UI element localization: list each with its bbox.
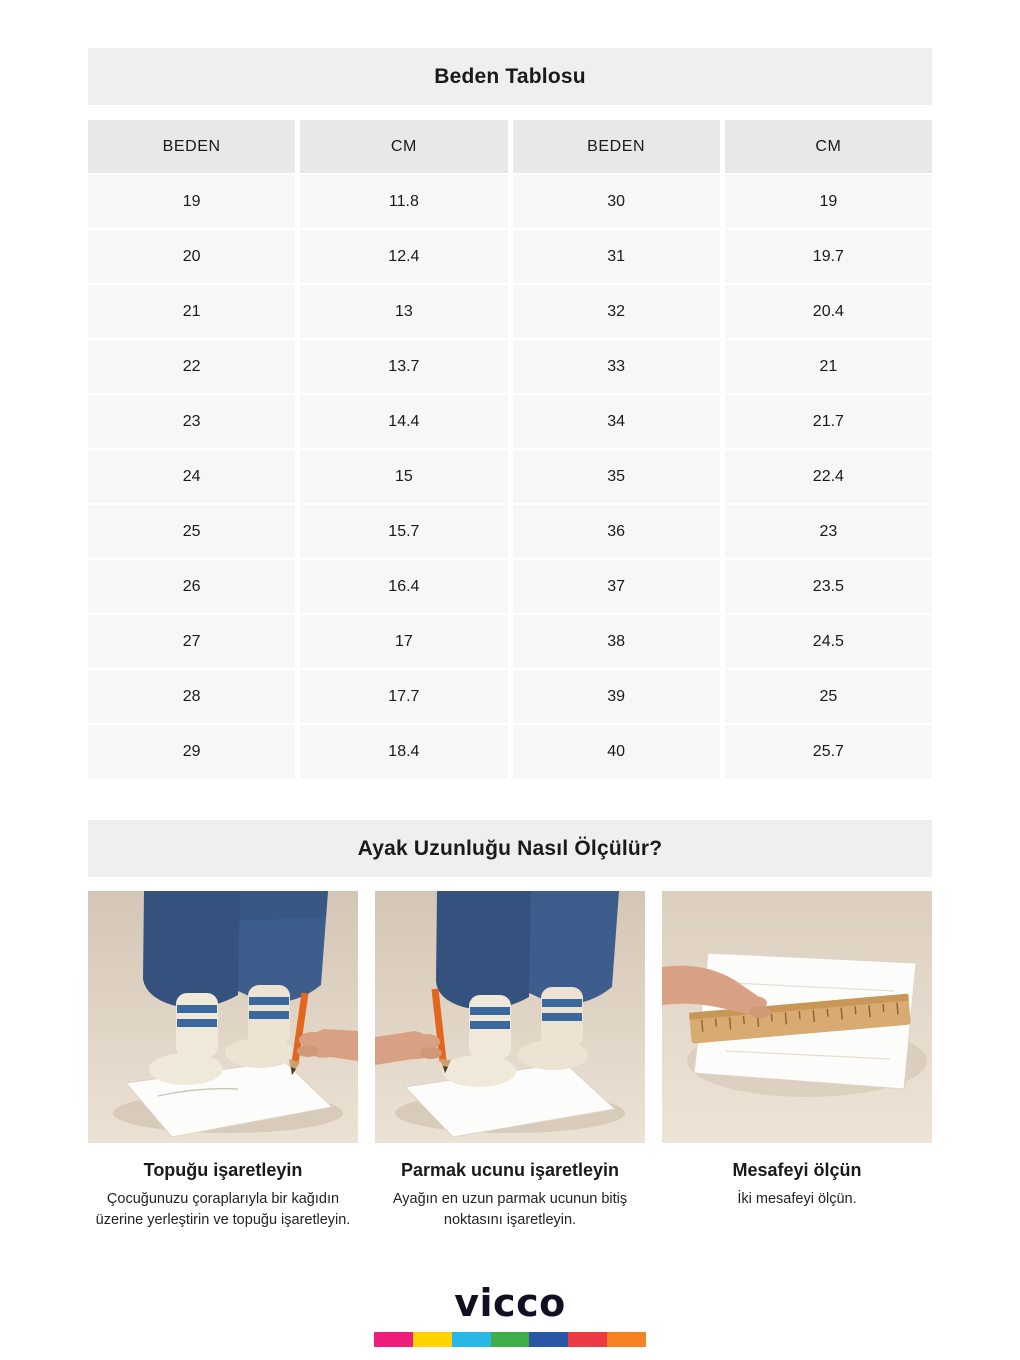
mark-toe-photo: [375, 891, 645, 1143]
table-row: [88, 615, 932, 668]
size-table-cell: 28: [88, 670, 295, 723]
size-table-cell: 39: [513, 670, 720, 723]
brand-logo: vicco: [454, 1281, 566, 1326]
size-table-header-bar: [88, 48, 932, 105]
size-table-cell: 22.4: [725, 450, 932, 503]
table-row: [88, 175, 932, 228]
table-row: [88, 670, 932, 723]
size-table-title: Beden Tablosu: [434, 64, 586, 88]
size-table-cell: 38: [513, 615, 720, 668]
step-description: Çocuğunuzu çoraplarıyla bir kağıdın üzerine yerleştirin ve topuğu işaretleyin.: [95, 1191, 351, 1229]
size-table-cell: 25.7: [725, 725, 932, 778]
size-table-cell: 37: [513, 560, 720, 613]
step-description: İki mesafeyi ölçün.: [737, 1191, 857, 1207]
size-table-cell: 11.8: [300, 175, 507, 228]
size-table-cell: 33: [513, 340, 720, 393]
size-table-cell: 12.4: [300, 230, 507, 283]
size-table-cell: 19: [88, 175, 295, 228]
size-table-cell: 17: [300, 615, 507, 668]
brand-color-segment: [452, 1332, 491, 1347]
step-title: Parmak ucunu işaretleyin: [400, 1160, 620, 1180]
size-table-cell: 19: [725, 175, 932, 228]
size-table-cell: 30: [513, 175, 720, 228]
size-table-cell: 36: [513, 505, 720, 558]
measure-section-header-bar: [88, 820, 932, 877]
table-row: [88, 560, 932, 613]
size-table-cell: 26: [88, 560, 295, 613]
footer: [88, 1283, 932, 1360]
table-row: [88, 505, 932, 558]
size-table-cell: 32: [513, 285, 720, 338]
size-table-body: [88, 175, 932, 778]
step-title: Mesafeyi ölçün: [732, 1160, 862, 1180]
brand-color-segment: [413, 1332, 452, 1347]
table-row: [88, 230, 932, 283]
size-table-cell: 25: [725, 670, 932, 723]
size-table-cell: 31: [513, 230, 720, 283]
size-table-cell: 24: [88, 450, 295, 503]
size-table-cell: 20: [88, 230, 295, 283]
size-table-cell: 20.4: [725, 285, 932, 338]
size-table-cell: 21: [88, 285, 295, 338]
measure-section-title: Ayak Uzunluğu Nasıl Ölçülür?: [357, 836, 663, 860]
mark-heel-photo: [88, 891, 358, 1143]
size-table-header-row: [88, 120, 932, 173]
size-table-cell: 35: [513, 450, 720, 503]
table-row: [88, 395, 932, 448]
size-table-header-cell: BEDEN: [88, 120, 295, 173]
measure-steps: [88, 891, 932, 1231]
measure-step-distance: [662, 891, 932, 1231]
measure-step-heel: [88, 891, 358, 1231]
size-table-cell: 23: [88, 395, 295, 448]
size-table-cell: 23.5: [725, 560, 932, 613]
step-title: Topuğu işaretleyin: [143, 1160, 303, 1180]
size-table-cell: 17.7: [300, 670, 507, 723]
size-table-cell: 14.4: [300, 395, 507, 448]
measure-distance-illustration: [662, 891, 932, 1143]
size-table-cell: 15: [300, 450, 507, 503]
size-table-cell: 24.5: [725, 615, 932, 668]
size-table-header-cell: BEDEN: [513, 120, 720, 173]
size-table-cell: 18.4: [300, 725, 507, 778]
mark-toe-illustration: [375, 891, 645, 1143]
brand-color-segment: [607, 1332, 646, 1347]
brand-color-segment: [568, 1332, 607, 1347]
size-table-cell: 15.7: [300, 505, 507, 558]
size-table-cell: 22: [88, 340, 295, 393]
size-table-cell: 27: [88, 615, 295, 668]
size-table-cell: 21: [725, 340, 932, 393]
mark-heel-illustration: [88, 891, 358, 1143]
size-table-cell: 13.7: [300, 340, 507, 393]
table-row: [88, 725, 932, 778]
size-table-cell: 23: [725, 505, 932, 558]
brand-color-segment: [529, 1332, 568, 1347]
size-table-head: [88, 120, 932, 173]
size-table-cell: 34: [513, 395, 720, 448]
brand-colorbar: [374, 1332, 646, 1347]
measure-step-toe: [375, 891, 645, 1231]
size-table: [83, 118, 937, 780]
size-table-cell: 19.7: [725, 230, 932, 283]
size-table-cell: 13: [300, 285, 507, 338]
table-row: [88, 285, 932, 338]
size-table-cell: 16.4: [300, 560, 507, 613]
brand-color-segment: [491, 1332, 530, 1347]
size-table-header-cell: CM: [725, 120, 932, 173]
size-table-cell: 25: [88, 505, 295, 558]
step-description: Ayağın en uzun parmak ucunun bitiş noktasını işaretleyin.: [392, 1191, 628, 1229]
table-row: [88, 450, 932, 503]
table-row: [88, 340, 932, 393]
size-table-cell: 29: [88, 725, 295, 778]
measure-distance-photo: [662, 891, 932, 1143]
size-table-header-cell: CM: [300, 120, 507, 173]
brand-color-segment: [374, 1332, 413, 1347]
size-table-cell: 21.7: [725, 395, 932, 448]
size-table-cell: 40: [513, 725, 720, 778]
